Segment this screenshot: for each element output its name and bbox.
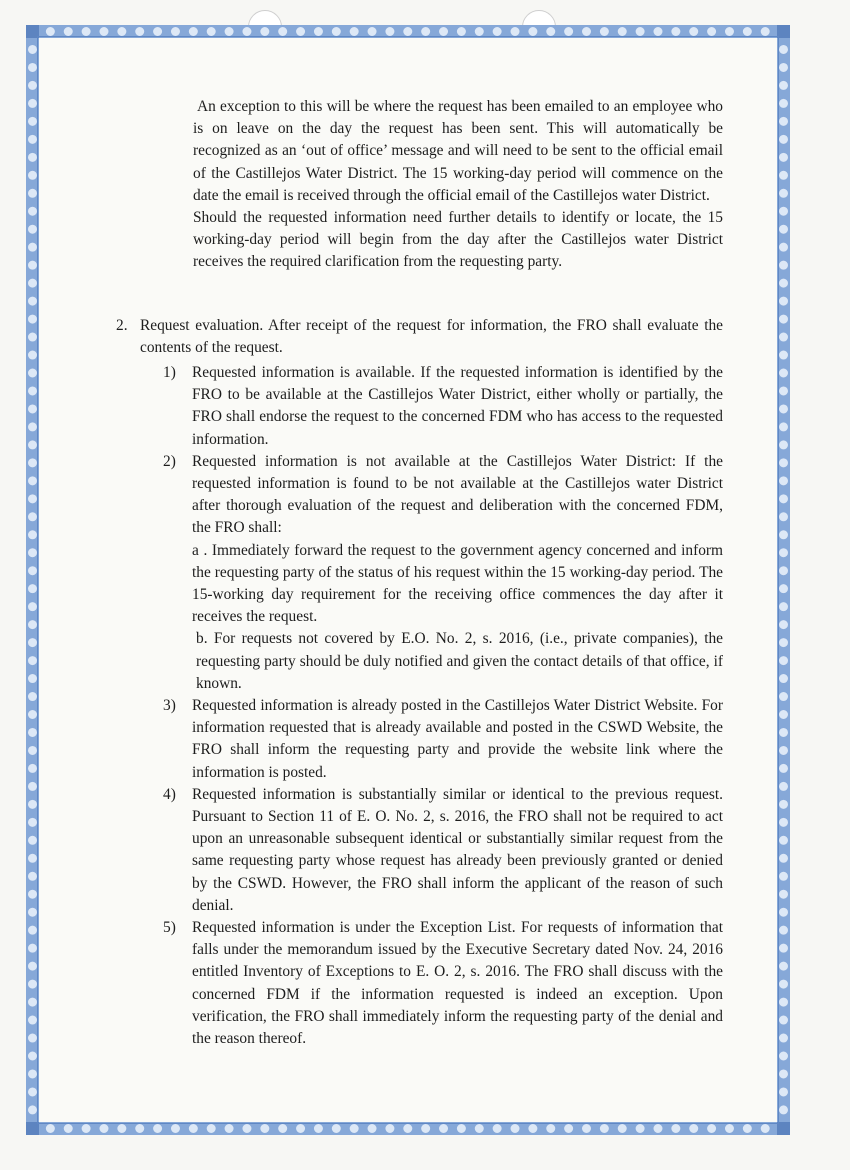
- item-number: 5): [163, 919, 176, 937]
- item-number: 1): [163, 364, 176, 381]
- item-text: Requested information is not available at the Castillejos Water District: If the requested information is found to be not available at the Castillejos water District after thorough evaluation of the request and deliberation with the concerned FDM, the FRO shall:: [192, 452, 723, 537]
- item-text: Requested information is under the Exception List. For requests of information that falls under the memorandum issued by the Executive Secretary dated Nov. 24, 2016 entitled Inventory of Exceptions to E. O. 2, s. 2016. The FRO shall discuss with the concerned FDM if the information requested is indeed an exception. Upon verification, the FRO shall immediately inform the requesting party of the denial and the reason thereof.: [192, 919, 723, 1048]
- item-text: Requested information is substantially similar or identical to the previous request. Pursuant to Section 11 of E. O. No. 2, s. 2016, the FRO shall not be required to act upon an unreasonable subsequent identical or substantially similar request from the same requesting party whose request has already been previously granted or denied by the CSWD. However, the FRO shall inform the applicant of the reason of such denial.: [192, 785, 723, 914]
- item-number: 2): [163, 452, 176, 470]
- list-item: [163, 451, 723, 695]
- sub-item-b: b. For requests not covered by E.O. No. 2, s. 2016, (i.e., private companies), the requesting party should be duly notified and given the contact details of that office, if known.: [196, 630, 723, 692]
- clarification-paragraph: Should the requested information need further details to identify or locate, the 15 working-day period will begin from the day after the Castillejos water District receives the required clarification from the requesting party.: [193, 209, 723, 271]
- section-2-text: Request evaluation. After receipt of the request for information, the FRO shall evaluate the contents of the request.: [140, 317, 723, 357]
- sub-item-a: a . Immediately forward the request to the government agency concerned and inform the requesting party of the status of his request within the 15 working-day period. The 15-working day requirement for the receiving office commences the day after it receives the request.: [192, 541, 723, 626]
- item-number: 3): [163, 697, 176, 715]
- list-item: [163, 917, 723, 1050]
- section-2: [116, 315, 723, 359]
- intro-paragraph: An exception to this will be where the request has been emailed to an employee who is on leave on the day the request has been sent. This will automatically be recognized as an ‘out of office’ message and will need to be sent to the official email of the Castillejos Water District. The 15 working-day period will commence on the date the email is received through the official email of the Castillejos water District.: [193, 98, 723, 204]
- intro-block: [193, 96, 723, 274]
- border-corner: [26, 1122, 39, 1135]
- border-corner: [777, 1122, 790, 1135]
- evaluation-list: [163, 362, 723, 1050]
- list-item: [163, 362, 723, 451]
- item-number: 4): [163, 785, 176, 803]
- border-corner: [777, 25, 790, 38]
- item-text: Requested information is available. If the requested information is identified by the FRO to be available at the Castillejos Water District, either wholly or partially, the FRO shall endorse the request to the concerned FDM who has access to the requested information.: [192, 364, 723, 448]
- border-corner: [26, 25, 39, 38]
- list-item: [163, 784, 723, 917]
- section-number: 2.: [116, 317, 128, 334]
- item-text: Requested information is already posted in the Castillejos Water District Website. For information requested that is already available and posted in the CSWD Website, the FRO shall inform the requesting party and provide the website link where the information is posted.: [192, 697, 723, 781]
- list-item: [163, 695, 723, 784]
